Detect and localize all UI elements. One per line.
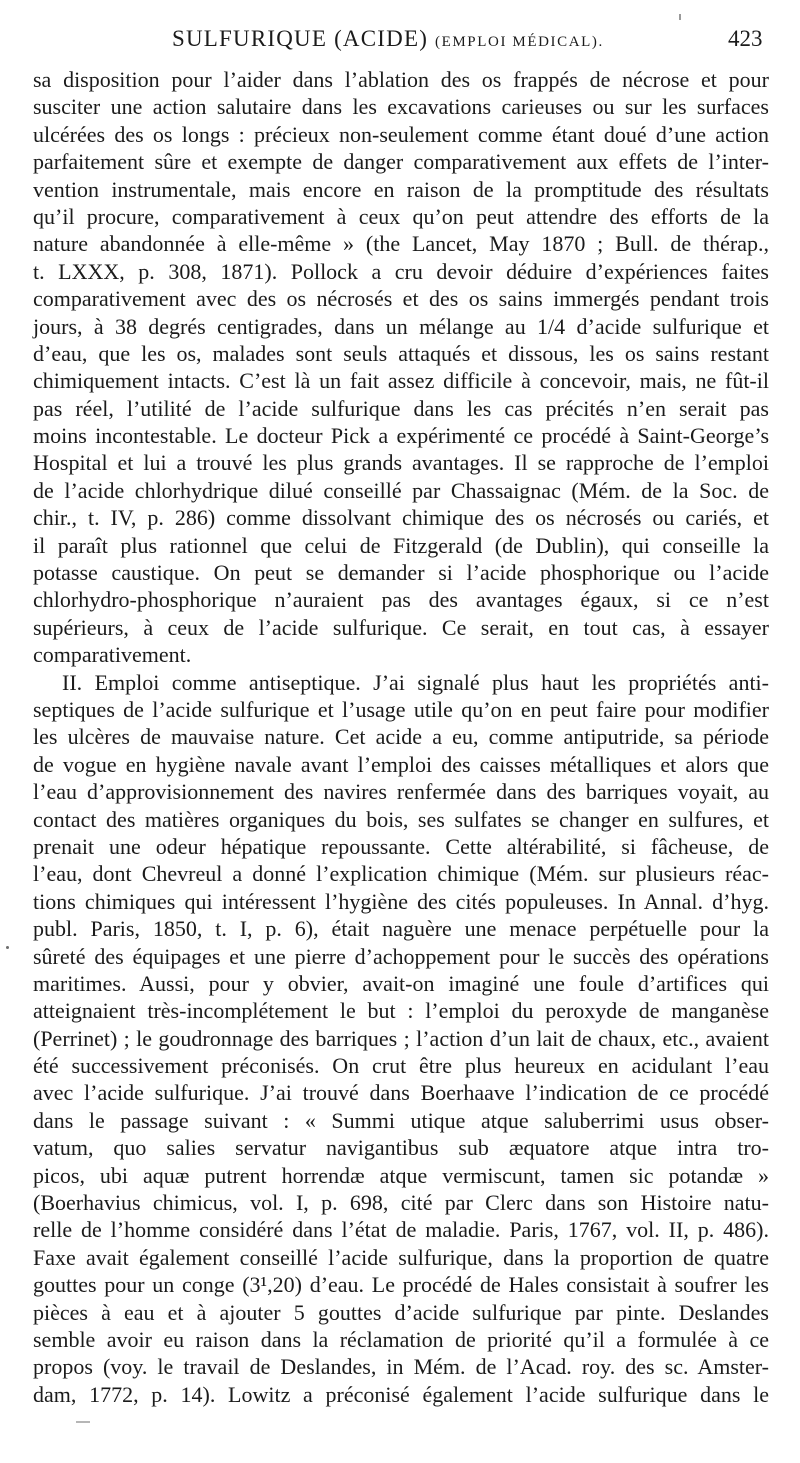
text-line: les ulcères de mauvaise nature. Cet acide a eu, comme antiputride, sa période — [33, 724, 769, 750]
text-line: qu’il procure, comparativement à ceux qu’on peut attendre des efforts de la — [33, 203, 769, 229]
text-line: septiques de l’acide sulfurique et l’usage utile qu’on en peut faire pour modifier — [33, 696, 769, 722]
text-line: potasse caustique. On peut se demander si l’acide phosphorique ou l’acide — [33, 560, 769, 586]
text-line: t. LXXX, p. 308, 1871). Pollock a cru devoir déduire d’expériences faites — [33, 258, 769, 284]
text-line: atteignaient très-incomplétement le but : l’emploi du peroxyde de manganèse — [33, 998, 769, 1024]
text-line: contact des matières organiques du bois, ses sulfates se changer en sulfures, et — [33, 806, 769, 832]
text-line: été successivement préconisés. On crut être plus heureux en acidulant l’eau — [33, 1053, 769, 1079]
text-line: dans le passage suivant : « Summi utique atque saluberrimi usus obser- — [33, 1107, 769, 1133]
text-line: semble avoir eu raison dans la réclamation de priorité qu’il a formulée à ce — [33, 1326, 769, 1352]
text-line: Faxe avait également conseillé l’acide sulfurique, dans la proportion de quatre — [33, 1244, 769, 1270]
text-line: propos (voy. le travail de Deslandes, in Mém. de l’Acad. roy. des sc. Amster- — [33, 1354, 769, 1380]
text-line: de l’acide chlorhydrique dilué conseillé par Chassaignac (Mém. de la Soc. de — [33, 477, 769, 503]
document-body — [33, 66, 769, 1408]
text-line: pièces à eau et à ajouter 5 gouttes d’acide sulfurique par pinte. Deslandes — [33, 1299, 769, 1325]
text-line: publ. Paris, 1850, t. I, p. 6), était naguère une menace perpétuelle pour la — [33, 916, 769, 942]
text-line: avec l’acide sulfurique. J’ai trouvé dans Boerhaave l’indication de ce procédé — [33, 1080, 769, 1106]
text-line: moins incontestable. Le docteur Pick a expérimenté ce procédé à Saint-George’s — [33, 423, 769, 449]
section-heading-line: II. Emploi comme antiseptique. J’ai signalé plus haut les propriétés anti- — [62, 669, 769, 695]
text-line: sûreté des équipages et une pierre d’achoppement pour le succès des opérations — [33, 943, 769, 969]
header-subtitle: (EMPLOI MÉDICAL). — [435, 34, 604, 50]
text-line: comparativement. — [33, 642, 192, 668]
text-line: comparativement avec des os nécrosés et des os sains immergés pendant trois — [33, 286, 769, 312]
text-line: susciter une action salutaire dans les excavations carieuses ou sur les surfaces — [33, 94, 769, 120]
footer-mark — [76, 1421, 90, 1423]
text-line: d’eau, que les os, malades sont seuls attaqués et dissous, les os sains restant — [33, 340, 769, 366]
text-line: vention instrumentale, mais encore en raison de la promptitude des résultats — [33, 176, 769, 202]
text-line: sa disposition pour l’aider dans l’ablation des os frappés de nécrose et pour — [33, 67, 769, 92]
text-line: l’eau d’approvisionnement des navires renfermée dans des barriques voyait, au — [33, 779, 769, 805]
text-line: de vogue en hygiène navale avant l’emploi des caisses métalliques et alors que — [33, 751, 769, 777]
margin-dot — [6, 946, 9, 949]
text-line: ulcérées des os longs : précieux non-seulement comme étant doué d’une action — [33, 121, 769, 147]
text-line: pas réel, l’utilité de l’acide sulfurique dans les cas précités n’en serait pas — [33, 395, 769, 421]
text-line: chir., t. IV, p. 286) comme dissolvant chimique des os nécrosés ou cariés, et — [33, 505, 769, 531]
text-line: parfaitement sûre et exempte de danger comparativement aux effets de l’inter- — [33, 149, 769, 175]
text-line: tions chimiques qui intéressent l’hygiène des cités populeuses. In Annal. d’hyg. — [33, 888, 769, 914]
header-title: SULFURIQUE (ACIDE) — [172, 26, 429, 51]
text-line: vatum, quo salies servatur navigantibus sub æquatore atque intra tro- — [33, 1135, 769, 1161]
text-line: chimiquement intacts. C’est là un fait assez difficile à concevoir, mais, ne fût-il — [33, 368, 769, 394]
text-line: jours, à 38 degrés centigrades, dans un mélange au 1/4 d’acide sulfurique et — [33, 313, 769, 339]
text-line: chlorhydro-phosphorique n’auraient pas des avantages égaux, si ce n’est — [33, 587, 769, 613]
text-line: il paraît plus rationnel que celui de Fitzgerald (de Dublin), qui conseille la — [33, 532, 769, 558]
text-line: (Perrinet) ; le goudronnage des barriques ; l’action d’un lait de chaux, etc., avaient — [33, 1025, 769, 1051]
text-line: relle de l’homme considéré dans l’état de maladie. Paris, 1767, vol. II, p. 486). — [33, 1217, 769, 1243]
running-head — [0, 18, 800, 52]
page-number: 423 — [728, 26, 763, 51]
text-line: picos, ubi aquæ putrent horrendæ atque vermiscunt, tamen sic potandæ » — [33, 1162, 769, 1188]
text-line: (Boerhavius chimicus, vol. I, p. 698, cité par Clerc dans son Histoire natu- — [33, 1190, 769, 1216]
text-line: nature abandonnée à elle-même » (the Lancet, May 1870 ; Bull. de thérap., — [33, 231, 769, 257]
text-line: dam, 1772, p. 14). Lowitz a préconisé également l’acide sulfurique dans le — [33, 1381, 769, 1407]
text-line: Hospital et lui a trouvé les plus grands avantages. Il se rapproche de l’emploi — [33, 450, 769, 476]
text-line: prenait une odeur hépatique repoussante. Cette altérabilité, si fâcheuse, de — [33, 833, 769, 859]
text-line: l’eau, dont Chevreul a donné l’explication chimique (Mém. sur plusieurs réac- — [33, 861, 769, 887]
page-header-title — [172, 26, 604, 55]
text-line: supérieurs, à ceux de l’acide sulfurique. Ce serait, en tout cas, à essayer — [33, 614, 769, 640]
text-line: gouttes pour un conge (3¹,20) d’eau. Le procédé de Hales consistait à soufrer les — [33, 1272, 769, 1298]
text-line: maritimes. Aussi, pour y obvier, avait-on imaginé une foule d’artifices qui — [33, 970, 769, 996]
